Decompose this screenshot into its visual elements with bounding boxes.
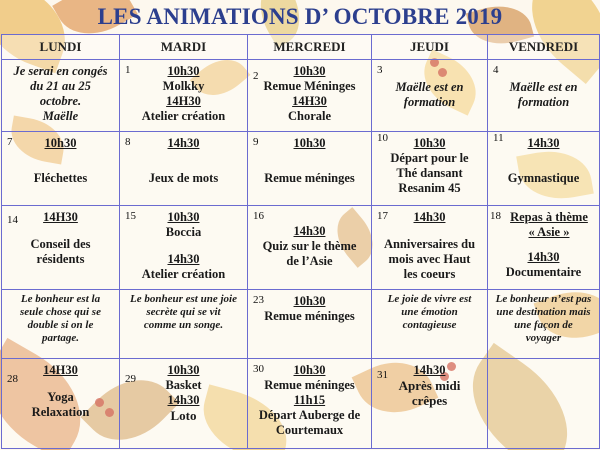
day-cell: [2, 206, 120, 290]
event-time: 10h30: [167, 363, 200, 377]
event-title: Anniversaires du: [383, 237, 476, 251]
header-mercredi: MERCREDI: [248, 35, 372, 60]
event-title: Resanim 45: [398, 181, 461, 195]
day-cell: [2, 359, 120, 449]
week-row-3: [2, 206, 600, 290]
quote-line: une façon de: [514, 319, 573, 331]
event-note: formation: [403, 95, 456, 109]
day-number: 2: [253, 70, 259, 82]
header-lundi: LUNDI: [2, 35, 120, 60]
day-cell: [248, 359, 372, 449]
calendar-grid: [1, 34, 600, 449]
event-time: 14h30: [167, 136, 200, 150]
event-title: Après midi: [398, 378, 461, 393]
event-title: Remue méninges: [264, 171, 355, 185]
quote-cell: [120, 290, 248, 359]
event-time: 10h30: [293, 136, 326, 150]
day-cell: [248, 206, 372, 290]
day-cell: [372, 132, 488, 206]
event-title: Jeux de mots: [148, 171, 219, 185]
day-cell: [372, 206, 488, 290]
event-title: Basket: [165, 378, 202, 392]
day-number: 9: [253, 136, 259, 148]
event-time: 14H30: [292, 94, 327, 108]
quote-line: Le joie de vivre est: [387, 293, 472, 305]
event-title: Atelier création: [141, 109, 226, 123]
quote-line: Le bonheur est une joie: [130, 293, 237, 305]
quote-line: seule chose qui se: [20, 306, 101, 318]
empty-cell: [488, 359, 600, 449]
event-time: 10h30: [413, 136, 446, 150]
day-number: 10: [377, 132, 388, 144]
event-title: Départ Auberge de: [258, 408, 361, 422]
event-note: Maëlle est en: [395, 80, 464, 94]
day-number: 3: [377, 64, 383, 76]
day-cell: [248, 132, 372, 206]
quote-line: Le bonheur est la: [20, 293, 101, 305]
week-row-2: [2, 132, 600, 206]
day-cell: [248, 60, 372, 132]
quote-line: comme un songe.: [143, 319, 224, 331]
event-note: formation: [517, 95, 570, 109]
event-time: 14h30: [167, 252, 200, 266]
quote-cell: [2, 290, 120, 359]
event-time: 14h30: [527, 250, 560, 264]
week-row-1: [2, 60, 600, 132]
leave-note-line: Je serai en congés: [13, 64, 108, 78]
event-time: 10h30: [44, 136, 77, 150]
day-number: 4: [493, 64, 499, 76]
weekday-header-row: [2, 35, 600, 60]
quote-line: voyager: [525, 332, 562, 344]
quote-line: contagieuse: [402, 319, 457, 331]
header-vendredi: VENDREDI: [488, 35, 600, 60]
event-time: 14h30: [293, 224, 326, 238]
event-title: Conseil des: [30, 237, 91, 251]
day-number: 16: [253, 210, 264, 222]
event-title: Boccia: [165, 225, 202, 239]
week-row-4: [2, 290, 600, 359]
quote-line: secrète qui se vit: [146, 306, 221, 318]
event-title: Courtemaux: [275, 423, 344, 437]
day-number: 1: [125, 64, 131, 76]
event-title: Loto: [170, 408, 197, 423]
quote-line: double si on le: [27, 319, 94, 331]
header-mardi: MARDI: [120, 35, 248, 60]
event-title: Gymnastique: [507, 171, 580, 185]
leave-note-line: octobre.: [39, 94, 82, 108]
event-time: 10h30: [293, 363, 326, 377]
event-time: 10h30: [167, 64, 200, 78]
day-number: 8: [125, 136, 131, 148]
event-title: Remue méninges: [264, 309, 355, 323]
event-time: 14H30: [43, 210, 78, 224]
day-cell: [372, 359, 488, 449]
event-time: 10h30: [293, 294, 326, 308]
quote-line: partage.: [42, 332, 79, 344]
day-cell: [120, 206, 248, 290]
day-cell: [488, 60, 600, 132]
event-title: Départ pour le: [390, 151, 469, 165]
event-title: crêpes: [411, 393, 448, 408]
event-title: « Asie »: [528, 225, 570, 239]
day-cell: [2, 132, 120, 206]
day-number: 17: [377, 210, 388, 222]
event-time: 14h30: [413, 210, 446, 224]
event-title: Remue Méninges: [263, 79, 356, 93]
event-title: Remue méninges: [264, 378, 355, 392]
quote-line: Le bonheur n’est pas: [495, 293, 592, 305]
day-cell: [488, 132, 600, 206]
event-title: mois avec Haut: [388, 252, 471, 266]
header-jeudi: JEUDI: [372, 35, 488, 60]
day-cell: [488, 206, 600, 290]
day-number: 14: [7, 214, 18, 226]
day-number: 11: [493, 132, 504, 144]
event-title: les coeurs: [403, 267, 456, 281]
leave-note-line: du 21 au 25: [30, 79, 91, 93]
day-number: 30: [253, 363, 264, 375]
event-title: Yoga: [47, 390, 74, 404]
event-title: Chorale: [287, 109, 332, 123]
quote-cell: [372, 290, 488, 359]
event-time: 10h30: [293, 64, 326, 78]
day-number: 29: [125, 373, 136, 385]
page-title: LES ANIMATIONS D’ OCTOBRE 2019: [97, 4, 503, 29]
day-cell: [372, 60, 488, 132]
event-time: 14h30: [527, 136, 560, 150]
event-title: Quiz sur le thème: [262, 239, 357, 253]
event-title: Atelier création: [141, 267, 226, 281]
event-time: 10h30: [167, 210, 200, 224]
event-title: Relaxation: [31, 405, 90, 419]
event-time: 11h15: [293, 393, 326, 407]
quote-line: une destination mais: [496, 306, 591, 318]
day-cell: [248, 290, 372, 359]
day-cell: [120, 60, 248, 132]
event-title: Molkky: [162, 79, 205, 93]
event-title: Fléchettes: [33, 171, 88, 185]
leave-note-line: Maëlle: [42, 109, 79, 123]
day-number: 31: [377, 369, 388, 381]
event-title: résidents: [36, 252, 85, 266]
event-title: de l’Asie: [286, 254, 333, 268]
day-number: 7: [7, 136, 13, 148]
day-number: 28: [7, 373, 18, 385]
day-number: 18: [490, 210, 501, 222]
event-time: 14h30: [413, 363, 446, 377]
event-time: 14h30: [167, 393, 200, 407]
day-number: 23: [253, 294, 264, 306]
week-row-5: [2, 359, 600, 449]
day-cell: [120, 132, 248, 206]
event-title: Documentaire: [505, 265, 582, 279]
quote-cell: [488, 290, 600, 359]
event-time: 14H30: [166, 94, 201, 108]
day-cell: [2, 60, 120, 132]
event-title: Repas à thème: [510, 210, 588, 224]
event-time: 14H30: [43, 363, 78, 377]
day-number: 15: [125, 210, 136, 222]
quote-line: une émotion: [401, 306, 458, 318]
event-note: Maëlle est en: [509, 80, 578, 94]
day-cell: [120, 359, 248, 449]
event-title: Thé dansant: [396, 166, 463, 180]
